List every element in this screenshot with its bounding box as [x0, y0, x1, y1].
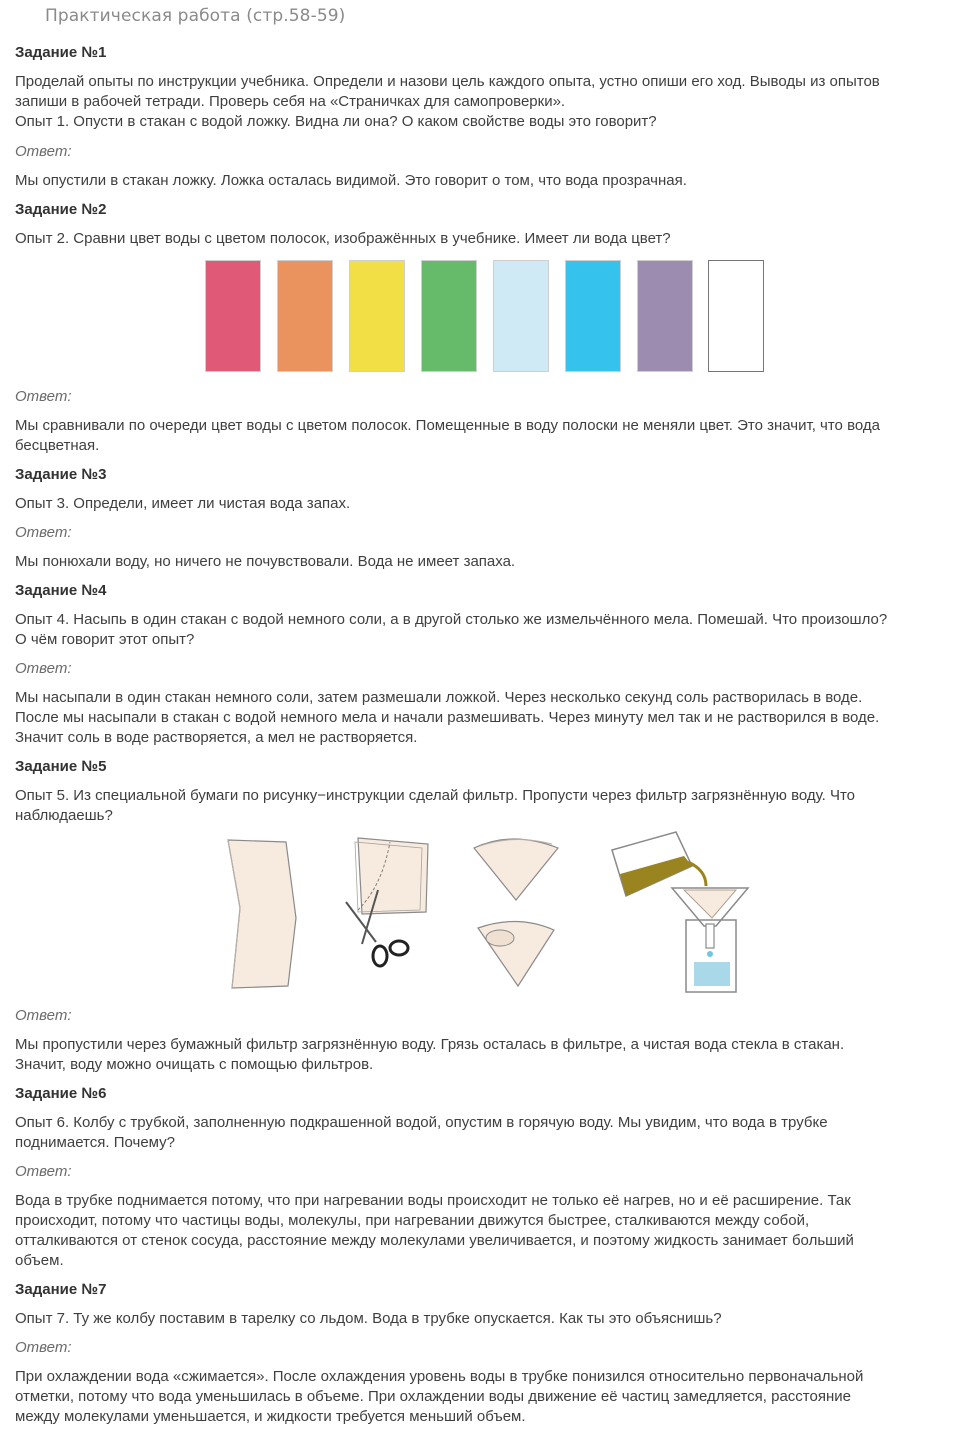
text-line: Опыт 7. Ту же колбу поставим в тарелку со льдом. Вода в трубке опускается. Как ты это объяснишь?	[15, 1310, 722, 1327]
task-4-question	[15, 610, 950, 650]
text-line: происходит, потому что частицы воды, молекулы, при нагревании движутся быстрее, сталкиваются между собой,	[15, 1212, 810, 1229]
text-line: Мы сравнивали по очереди цвет воды с цветом полосок. Помещенные в воду полоски не меняли цвет. Это значит, что вода	[15, 417, 880, 434]
text-line: Мы понюхали воду, но ничего не почувствовали. Вода не имеет запаха.	[15, 553, 516, 570]
text-line: поднимается. Почему?	[15, 1134, 175, 1151]
task-3-question	[15, 494, 950, 514]
answer-label: Ответ:	[15, 1007, 72, 1024]
color-strips	[205, 260, 765, 372]
text-line: Значит соль в воде растворяется, а мел не растворяется.	[15, 729, 418, 746]
task-7-answer	[15, 1367, 950, 1427]
text-line: Опыт 2. Сравни цвет воды с цветом полосок, изображённых в учебнике. Имеет ли вода цвет?	[15, 230, 671, 247]
task-5-heading: Задание №5	[15, 758, 107, 775]
text-line: бесцветная.	[15, 437, 100, 454]
color-strip	[205, 260, 261, 372]
text-line: Вода в трубке поднимается потому, что при нагревании воды происходит не только её нагрев, но и её расширение. Так	[15, 1192, 851, 1209]
text-line: Опыт 6. Колбу с трубкой, заполненную подкрашенной водой, опустим в горячую воду. Мы увидим, что вода в трубке	[15, 1114, 828, 1131]
text-line: Проделай опыты по инструкции учебника. Определи и назови цель каждого опыта, устно опиши его ход. Выводы из опытов	[15, 73, 880, 90]
task-6-answer	[15, 1191, 950, 1271]
task-1-heading: Задание №1	[15, 44, 107, 61]
folded-paper-icon	[228, 840, 296, 988]
text-line: Опыт 3. Определи, имеет ли чистая вода запах.	[15, 495, 351, 512]
text-line: При охлаждении вода «сжимается». После охлаждения уровень воды в трубке понизился относительно первоначальной	[15, 1368, 864, 1385]
text-line: отталкиваются от стенок сосуда, расстояние между молекулами увеличивается, и поэтому жидкость занимает больший	[15, 1232, 854, 1249]
answer-label: Ответ:	[15, 660, 72, 677]
text-line: Мы пропустили через бумажный фильтр загрязнённую воду. Грязь осталась в фильтре, а чистая вода стекла в стакан.	[15, 1036, 845, 1053]
text-line: между молекулами уменьшается, и жидкости требуется меньший объем.	[15, 1408, 526, 1425]
task-2-answer	[15, 416, 950, 456]
text-line: Мы опустили в стакан ложку. Ложка осталась видимой. Это говорит о том, что вода прозрачная.	[15, 172, 687, 189]
color-strip	[565, 260, 621, 372]
text-line: После мы насыпали в стакан с водой немного мела и начали размешивать. Через минуту мел так и не растворился в воде.	[15, 709, 880, 726]
task-6-question	[15, 1113, 950, 1153]
task-5-answer	[15, 1035, 950, 1075]
text-line: наблюдаешь?	[15, 807, 113, 824]
text-line: Опыт 1. Опусти в стакан с водой ложку. Видна ли она? О каком свойстве воды это говорит?	[15, 113, 657, 130]
task-4-heading: Задание №4	[15, 582, 107, 599]
task-4-answer	[15, 688, 950, 748]
text-line: Опыт 5. Из специальной бумаги по рисунку−инструкции сделай фильтр. Пропусти через фильтр загрязнённую воду. Что	[15, 787, 856, 804]
page-title: Практическая работа (стр.58-59)	[45, 6, 346, 26]
task-5-question	[15, 786, 950, 826]
text-line: О чём говорит этот опыт?	[15, 631, 195, 648]
color-strip	[708, 260, 764, 372]
color-strip	[277, 260, 333, 372]
filter-instructions-illustration	[222, 826, 762, 996]
task-3-heading: Задание №3	[15, 466, 107, 483]
color-strip	[493, 260, 549, 372]
answer-label: Ответ:	[15, 524, 72, 541]
color-strip	[637, 260, 693, 372]
paper-cone-filter-icon	[474, 839, 558, 986]
answer-label: Ответ:	[15, 1163, 72, 1180]
task-1-question	[15, 72, 950, 132]
color-strip	[421, 260, 477, 372]
text-line: Значит, воду можно очищать с помощью фильтров.	[15, 1056, 374, 1073]
task-3-answer	[15, 552, 950, 572]
scissors-cutting-paper-icon	[346, 838, 428, 966]
text-line: Опыт 4. Насыпь в один стакан с водой немного соли, а в другой столько же измельчённого мела. Помешай. Что произошло?	[15, 611, 888, 628]
text-line: объем.	[15, 1252, 64, 1269]
task-7-heading: Задание №7	[15, 1281, 107, 1298]
answer-label: Ответ:	[15, 143, 72, 160]
text-line: отметки, потому что вода уменьшилась в объеме. При охлаждении воды движение её частиц замедляется, расстояние	[15, 1388, 851, 1405]
answer-label: Ответ:	[15, 388, 72, 405]
task-6-heading: Задание №6	[15, 1085, 107, 1102]
task-1-answer	[15, 171, 950, 191]
color-strip	[349, 260, 405, 372]
task-2-heading: Задание №2	[15, 201, 107, 218]
text-line: Мы насыпали в один стакан немного соли, затем размешали ложкой. Через несколько секунд соль растворилась в воде.	[15, 689, 863, 706]
text-line: запиши в рабочей тетради. Проверь себя на «Страничках для самопроверки».	[15, 93, 566, 110]
pouring-water-through-funnel-icon	[612, 832, 748, 992]
task-7-question	[15, 1309, 950, 1329]
answer-label: Ответ:	[15, 1339, 72, 1356]
task-2-question	[15, 229, 950, 249]
